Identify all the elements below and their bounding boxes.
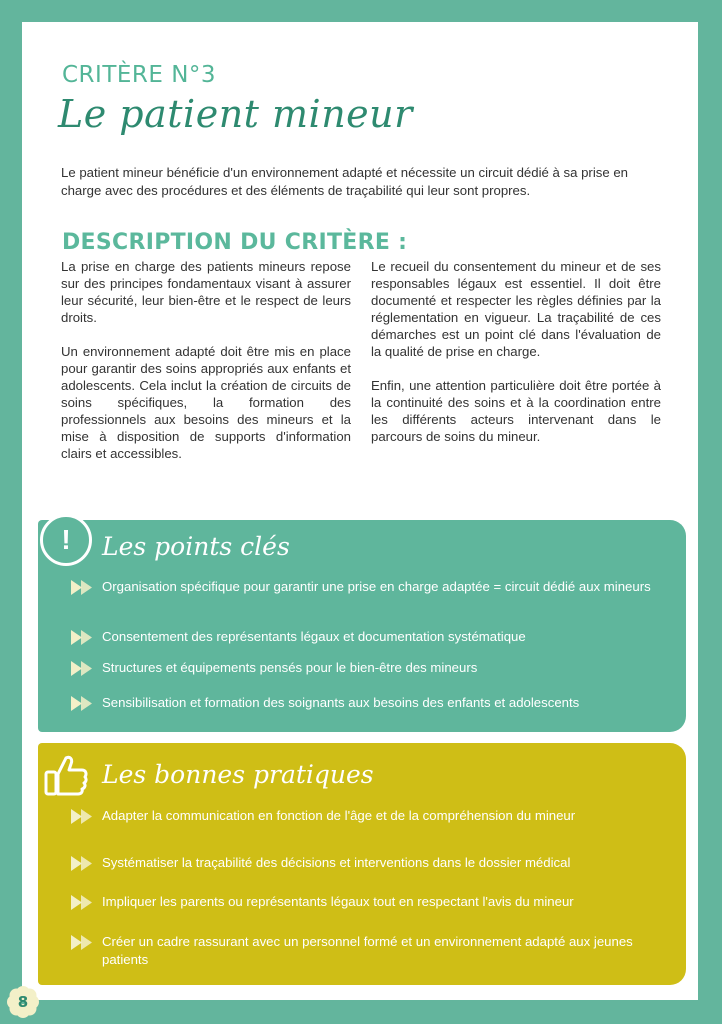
double-arrow-icon (70, 695, 96, 712)
criterion-number: CRITÈRE N°3 (62, 62, 217, 88)
list-item (70, 628, 660, 646)
list-item (70, 578, 660, 596)
description-paragraph: Enfin, une attention particulière doit être portée à la continuité des soins et à la coordination entre les différents acteurs intervenant dans le parcours de soins du mineur. (371, 378, 661, 444)
list-item (70, 854, 660, 872)
double-arrow-icon (70, 629, 96, 646)
list-item (70, 807, 660, 825)
double-arrow-icon (70, 934, 96, 951)
good-practice-text: Systématiser la traçabilité des décisions et interventions dans le dossier médical (102, 855, 571, 870)
page-number: 8 (17, 993, 29, 1011)
page-card (22, 22, 698, 1000)
double-arrow-icon (70, 579, 96, 596)
good-practices-title: Les bonnes pratiques (102, 760, 374, 789)
good-practice-text: Créer un cadre rassurant avec un personnel formé et un environnement adapté aux jeunes patients (102, 934, 633, 967)
list-item (70, 694, 660, 712)
key-point-text: Organisation spécifique pour garantir une prise en charge adaptée = circuit dédié aux mineurs (102, 579, 651, 594)
page-title: Le patient mineur (58, 92, 413, 136)
page-number-badge (7, 986, 39, 1018)
key-point-text: Structures et équipements pensés pour le bien-être des mineurs (102, 660, 478, 675)
description-left-column (61, 258, 351, 479)
list-item (70, 893, 660, 911)
double-arrow-icon (70, 808, 96, 825)
double-arrow-icon (70, 855, 96, 872)
key-point-text: Sensibilisation et formation des soignants aux besoins des enfants et adolescents (102, 695, 580, 710)
good-practice-text: Impliquer les parents ou représentants légaux tout en respectant l'avis du mineur (102, 894, 574, 909)
description-paragraph: Le recueil du consentement du mineur et de ses responsables légaux est essentiel. Il doit être documenté et respecter les règles définies par la réglementation en vigueur. La traçabilité de ces démarches est un point clé dans l'évaluation de la qualité de prise en charge. (371, 259, 661, 359)
list-item (70, 659, 660, 677)
double-arrow-icon (70, 894, 96, 911)
list-item (70, 933, 660, 968)
key-point-text: Consentement des représentants légaux et documentation systématique (102, 629, 526, 644)
description-heading: DESCRIPTION DU CRITÈRE : (62, 230, 408, 255)
key-points-title: Les points clés (102, 532, 290, 561)
description-right-column (371, 258, 661, 462)
intro-paragraph: Le patient mineur bénéficie d'un environnement adapté et nécessite un circuit dédié à sa prise en charge avec des procédures et des éléments de traçabilité qui leur sont propres. (61, 165, 629, 198)
thumbs-up-icon (40, 750, 92, 802)
good-practice-text: Adapter la communication en fonction de l'âge et de la compréhension du mineur (102, 808, 576, 823)
description-paragraph: Un environnement adapté doit être mis en place pour garantir des soins appropriés aux enfants et adolescents. Cela inclut la création de circuits de soins spécifiques, la formation des professionnels aux besoins des mineurs et la mise à disposition de supports d'information clairs et accessibles. (61, 344, 351, 461)
double-arrow-icon (70, 660, 96, 677)
description-paragraph: La prise en charge des patients mineurs repose sur des principes fondamentaux visant à assurer leur sécurité, leur bien-être et le respect de leurs droits. (61, 259, 351, 325)
exclamation-icon: ! (40, 514, 92, 566)
